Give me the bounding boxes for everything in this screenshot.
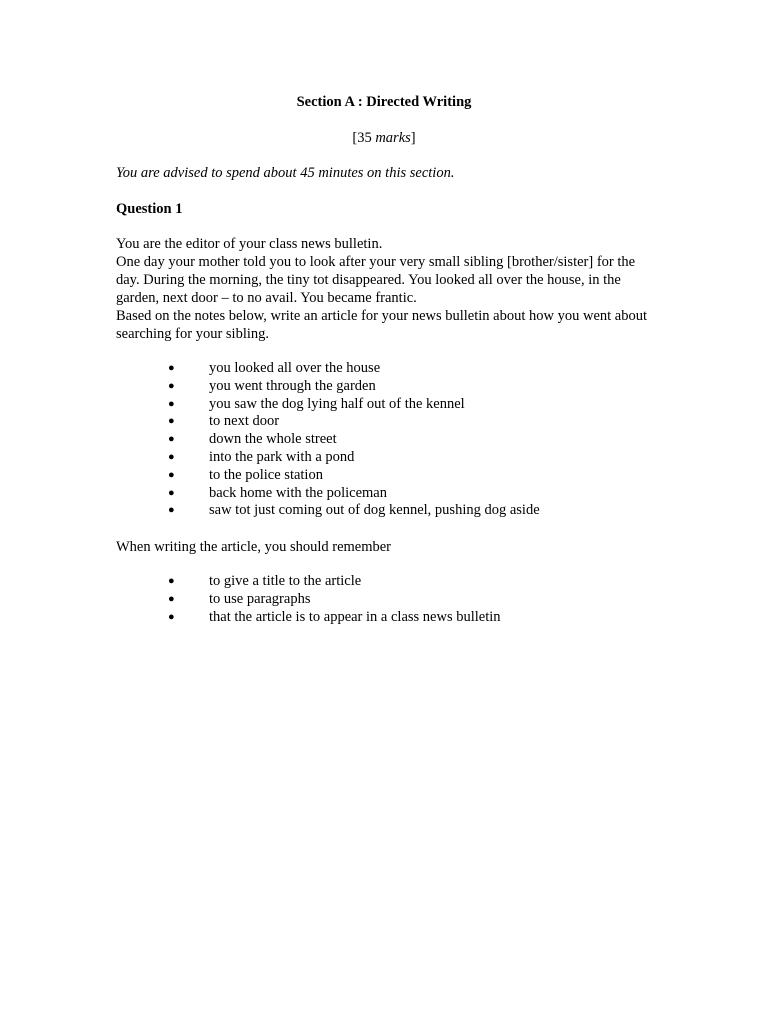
bullet-icon: ● [168, 575, 175, 587]
remember-text: that the article is to appear in a class news bulletin [209, 608, 501, 625]
note-text: you went through the garden [209, 377, 376, 394]
list-item [116, 396, 540, 414]
note-text: back home with the policeman [209, 484, 387, 501]
bullet-icon: ● [168, 592, 175, 605]
list-item [116, 378, 540, 396]
list-item [116, 360, 540, 378]
question-label: Question 1 [116, 201, 183, 217]
remember-text: to use paragraphs [209, 590, 311, 607]
intro-line: Based on the notes below, write an article for your news bulletin about how you went about searching for your sibling. [116, 308, 647, 342]
intro-line: You are the editor of your class news bulletin. [116, 236, 383, 252]
list-item [116, 609, 501, 627]
note-text: you looked all over the house [209, 360, 381, 376]
note-text: down the whole street [209, 431, 337, 448]
note-text: to next door [209, 413, 280, 430]
bullet-icon: ● [168, 433, 175, 446]
list-item [116, 467, 540, 485]
note-text: you saw the dog lying half out of the kennel [209, 395, 465, 412]
marks-allocation [0, 129, 768, 147]
note-text: into the park with a pond [209, 448, 355, 465]
intro-line: One day your mother told you to look after your very small sibling [brother/sister] for the day. During the morning, the tiny tot disappeared. You looked all over the house, in the garden, next door – to no avail. You became frantic. [116, 254, 636, 306]
list-item [116, 485, 540, 503]
remember-intro: When writing the article, you should remember [116, 539, 392, 555]
list-item [116, 413, 540, 431]
note-text: to the police station [209, 466, 323, 483]
marks-word: marks [375, 130, 411, 146]
marks-close: ] [410, 130, 416, 146]
note-text: saw tot just coming out of dog kennel, pushing dog aside [209, 502, 540, 519]
list-item [116, 591, 501, 609]
bullet-icon: ● [168, 468, 175, 481]
bullet-icon: ● [168, 415, 175, 428]
list-item [116, 449, 540, 467]
bullet-icon: ● [168, 379, 175, 392]
bullet-icon: ● [168, 450, 175, 463]
section-title: Section A : Directed Writing [296, 94, 472, 110]
bullet-icon: ● [168, 362, 175, 374]
bullet-icon: ● [168, 610, 175, 623]
bullet-icon: ● [168, 504, 175, 517]
notes-list [116, 360, 540, 520]
bullet-icon: ● [168, 486, 175, 499]
marks-open: [35 [352, 130, 376, 146]
remember-text: to give a title to the article [209, 573, 362, 589]
list-item [116, 502, 540, 520]
time-advice: You are advised to spend about 45 minutes on this section. [116, 165, 455, 181]
remember-list [116, 573, 501, 626]
bullet-icon: ● [168, 397, 175, 410]
question-body [116, 235, 656, 343]
list-item [116, 573, 501, 591]
list-item [116, 431, 540, 449]
